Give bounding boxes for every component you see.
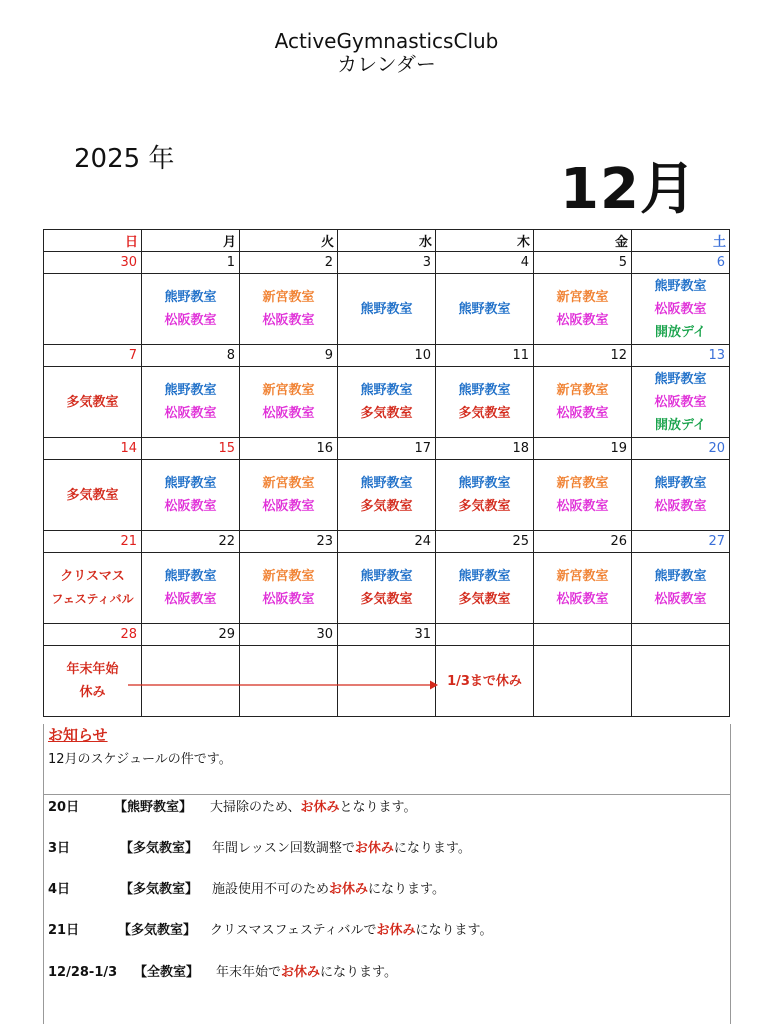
class-kumano: 熊野教室 [164,569,217,584]
class-matsusaka: 松阪教室 [262,313,315,328]
notice-date: 21日 [48,923,80,938]
date-cell: 12 [534,345,632,367]
weekday-sat: 土 [632,230,730,252]
weekday-thu: 木 [436,230,534,252]
class-open-day: 開放デイ [654,417,707,433]
calendar-subtitle: カレンダー [337,52,436,76]
event-cell [534,367,632,438]
date-cell: 10 [338,345,436,367]
event-cell [338,274,436,345]
notice-date: 20日 [48,800,80,815]
event-cell [436,553,534,624]
class-kumano: 熊野教室 [164,290,217,305]
date-cell: 26 [534,531,632,553]
date-cell: 19 [534,438,632,460]
week-1-events [44,274,730,345]
date-cell: 8 [142,345,240,367]
week-4-events [44,553,730,624]
notice-desc: 年間レッスン回数調整で [212,841,355,856]
date-cell: 18 [436,438,534,460]
week-1-dates [44,252,730,274]
notice-row [48,837,471,856]
year-label: 2025 年 [74,144,175,174]
class-kumano: 熊野教室 [458,476,511,491]
event-cell [436,460,534,531]
notice-row [48,919,493,938]
event-cell [338,553,436,624]
notice-row [48,878,445,897]
date-cell [534,624,632,646]
weekday-sun: 日 [44,230,142,252]
date-cell: 11 [436,345,534,367]
class-matsusaka: 松阪教室 [556,406,609,421]
event-cell [632,646,730,717]
notice-closed: お休み [354,841,394,856]
event-cell [44,553,142,624]
notice-desc-end: になります。 [320,965,397,980]
event-cell [436,274,534,345]
date-cell: 25 [436,531,534,553]
week-3-events [44,460,730,531]
notice-date: 4日 [48,882,71,897]
event-cell [632,367,730,438]
event-cell [534,553,632,624]
class-taki: 多気教室 [458,499,511,514]
date-cell: 30 [44,252,142,274]
class-matsusaka: 松阪教室 [654,394,707,410]
event-cell [142,367,240,438]
class-taki: 多気教室 [66,487,119,503]
class-taki: 多気教室 [360,592,413,607]
event-newyear-line1: 年末年始 [66,662,119,677]
class-shingu: 新宮教室 [262,290,315,305]
class-kumano: 熊野教室 [360,476,413,491]
date-cell: 15 [142,438,240,460]
date-cell: 4 [436,252,534,274]
notice-closed: お休み [300,800,340,815]
date-cell: 16 [240,438,338,460]
notice-class: 【多気教室】 [120,882,199,897]
date-cell: 9 [240,345,338,367]
week-4-dates [44,531,730,553]
class-kumano: 熊野教室 [360,301,413,317]
date-cell: 1 [142,252,240,274]
notice-class: 【熊野教室】 [114,800,193,815]
class-matsusaka: 松阪教室 [262,499,315,514]
weekday-tue: 火 [240,230,338,252]
class-matsusaka: 松阪教室 [654,499,707,514]
class-shingu: 新宮教室 [262,476,315,491]
notice-desc-end: になります。 [393,841,471,856]
class-matsusaka: 松阪教室 [556,499,609,514]
event-cell [338,367,436,438]
class-kumano: 熊野教室 [458,569,511,584]
date-cell [436,624,534,646]
class-kumano: 熊野教室 [458,301,511,317]
date-cell: 6 [632,252,730,274]
event-cell [436,367,534,438]
notice-desc: 施設使用不可のため [212,882,330,897]
date-cell: 3 [338,252,436,274]
date-cell: 20 [632,438,730,460]
closure-arrow-icon [128,679,440,691]
date-cell: 23 [240,531,338,553]
class-matsusaka: 松阪教室 [164,499,217,514]
class-open-day: 開放デイ [654,324,707,340]
notice-desc: 大掃除のため、 [210,800,301,815]
date-cell [632,624,730,646]
class-kumano: 熊野教室 [654,278,707,294]
notice-divider [44,794,730,795]
event-cell [534,460,632,531]
class-kumano: 熊野教室 [164,476,217,491]
notice-date: 12/28-1/3 [48,965,118,980]
date-cell: 29 [142,624,240,646]
class-kumano: 熊野教室 [164,383,217,398]
event-newyear-line2: 休み [79,685,106,700]
event-cell [142,553,240,624]
event-cell [632,274,730,345]
class-matsusaka: 松阪教室 [262,592,315,607]
weekday-header-row [44,230,730,252]
date-cell: 2 [240,252,338,274]
date-cell: 5 [534,252,632,274]
event-cell [44,367,142,438]
notice-class: 【全教室】 [134,965,200,980]
weekday-mon: 月 [142,230,240,252]
class-matsusaka: 松阪教室 [556,592,609,607]
class-taki: 多気教室 [66,394,119,410]
class-taki: 多気教室 [458,406,511,421]
notice-closed: お休み [329,882,369,897]
event-cell [44,274,142,345]
notice-row [48,961,397,980]
event-cell [142,274,240,345]
month-label: 12月 [560,157,697,222]
event-christmas-line2: フェスティバル [51,592,134,606]
notice-desc-end: となります。 [339,800,417,815]
class-shingu: 新宮教室 [262,383,315,398]
date-cell: 22 [142,531,240,553]
notice-closed: お休み [281,965,321,980]
event-cell [240,460,338,531]
notice-desc-end: になります。 [368,882,445,897]
weekday-fri: 金 [534,230,632,252]
notice-title: お知らせ [48,726,108,744]
date-cell: 7 [44,345,142,367]
notice-desc: 年末年始で [216,965,282,980]
class-matsusaka: 松阪教室 [164,592,217,607]
date-cell: 14 [44,438,142,460]
notice-desc: クリスマスフェスティバルで [210,923,377,938]
date-cell: 30 [240,624,338,646]
date-cell: 27 [632,531,730,553]
class-shingu: 新宮教室 [556,290,609,305]
class-matsusaka: 松阪教室 [654,301,707,317]
class-taki: 多気教室 [360,499,413,514]
class-kumano: 熊野教室 [654,371,707,387]
class-matsusaka: 松阪教室 [164,406,217,421]
date-cell: 24 [338,531,436,553]
date-cell: 21 [44,531,142,553]
event-cell [632,460,730,531]
class-matsusaka: 松阪教室 [262,406,315,421]
class-shingu: 新宮教室 [262,569,315,584]
class-shingu: 新宮教室 [556,569,609,584]
event-cell [240,553,338,624]
notice-closed: お休み [376,923,416,938]
class-matsusaka: 松阪教室 [654,592,707,607]
class-kumano: 熊野教室 [654,476,707,491]
event-cell [534,646,632,717]
class-matsusaka: 松阪教室 [164,313,217,328]
notice-section [43,724,731,1024]
notice-date: 3日 [48,841,71,856]
week-2-events [44,367,730,438]
class-matsusaka: 松阪教室 [556,313,609,328]
date-cell: 13 [632,345,730,367]
event-cell [142,460,240,531]
event-closed-until: 1/3まで休み [447,673,522,689]
class-kumano: 熊野教室 [360,569,413,584]
event-cell [534,274,632,345]
date-cell: 17 [338,438,436,460]
weekday-wed: 水 [338,230,436,252]
class-kumano: 熊野教室 [360,383,413,398]
notice-text: 12月のスケジュールの件です。 [48,752,232,767]
event-cell [44,646,142,717]
week-5-dates [44,624,730,646]
event-cell [240,274,338,345]
event-cell [240,367,338,438]
class-taki: 多気教室 [360,406,413,421]
class-kumano: 熊野教室 [654,569,707,584]
notice-row [48,796,416,815]
calendar-table [43,229,730,717]
date-cell: 31 [338,624,436,646]
class-taki: 多気教室 [458,592,511,607]
week-2-dates [44,345,730,367]
club-name: ActiveGymnasticsClub [274,29,499,53]
week-3-dates [44,438,730,460]
notice-desc-end: になります。 [415,923,493,938]
class-kumano: 熊野教室 [458,383,511,398]
class-shingu: 新宮教室 [556,383,609,398]
notice-class: 【多気教室】 [118,923,197,938]
event-cell [44,460,142,531]
class-shingu: 新宮教室 [556,476,609,491]
event-cell [436,646,534,717]
event-christmas-line1: クリスマス [60,569,125,584]
date-cell: 28 [44,624,142,646]
event-cell [338,460,436,531]
notice-class: 【多気教室】 [120,841,199,856]
event-cell [632,553,730,624]
